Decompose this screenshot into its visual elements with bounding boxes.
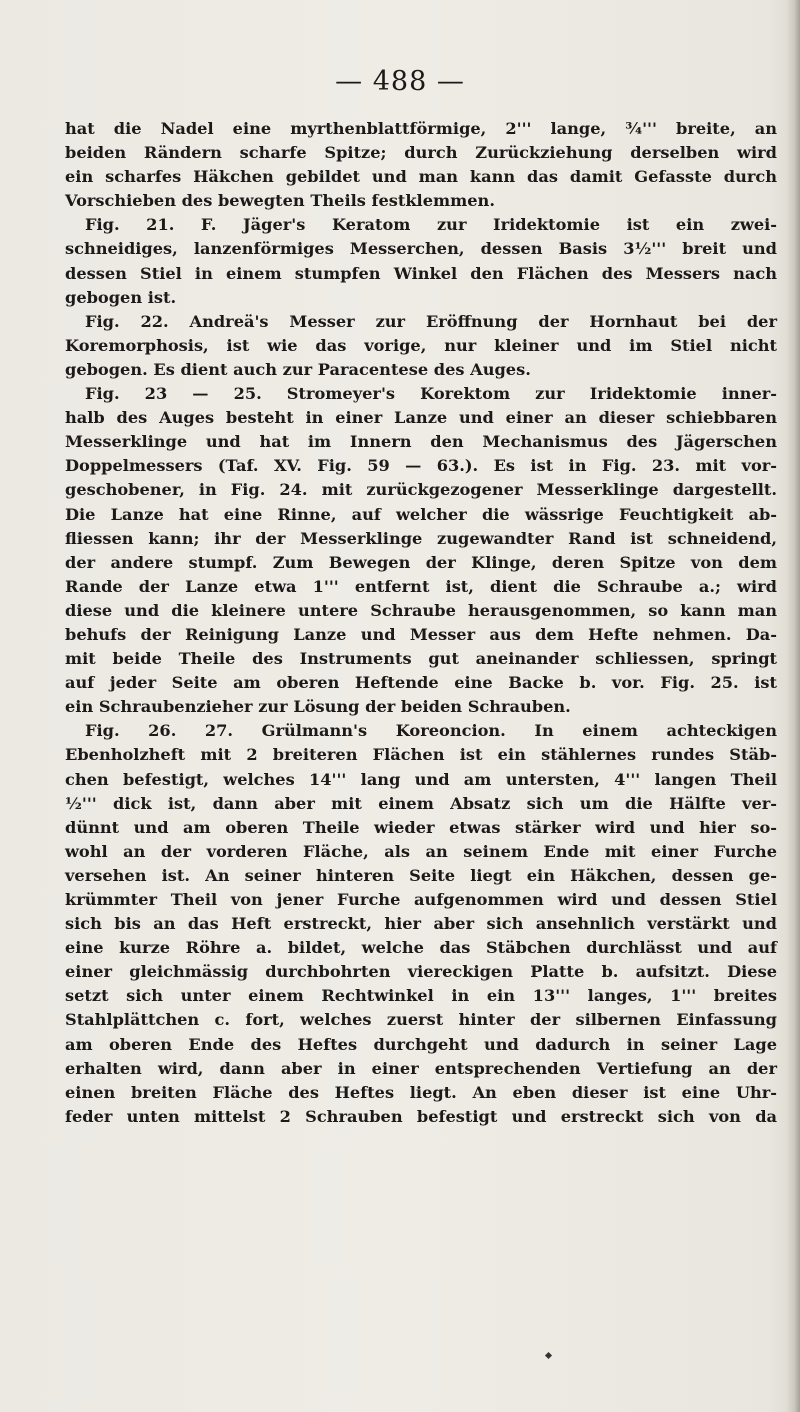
text-line: Fig. 26. 27. Grülmann's Koreoncion. In einem achteckigen bbox=[85, 721, 777, 741]
text-line: halb des Auges besteht in einer Lanze und einer an dieser schiebbaren bbox=[65, 408, 777, 428]
text-line: chen befestigt, welches 14''' lang und am untersten, 4''' langen Theil bbox=[65, 769, 777, 789]
text-line: erhalten wird, dann aber in einer entsprechenden Vertiefung an der bbox=[65, 1058, 777, 1078]
text-line: Fig. 21. F. Jäger's Keratom zur Iridektomie ist ein zwei- bbox=[85, 215, 777, 235]
text-line: Die Lanze hat eine Rinne, auf welcher die wässrige Feuchtigkeit ab- bbox=[65, 504, 777, 524]
text-line: diese und die kleinere untere Schraube herausgenommen, so kann man bbox=[65, 600, 777, 620]
body-text bbox=[65, 117, 777, 1129]
text-line: Messerklinge und hat im Innern den Mechanismus des Jägerschen bbox=[65, 432, 777, 452]
text-line: beiden Rändern scharfe Spitze; durch Zurückziehung derselben wird bbox=[65, 143, 777, 163]
page-number: — 488 — bbox=[335, 66, 465, 97]
text-line: Fig. 22. Andreä's Messer zur Eröffnung der Hornhaut bei der bbox=[85, 311, 777, 331]
text-line: gebogen. Es dient auch zur Paracentese des Auges. bbox=[65, 359, 531, 379]
text-line: der andere stumpf. Zum Bewegen der Klinge, deren Spitze von dem bbox=[65, 552, 777, 572]
text-line: auf jeder Seite am oberen Heftende eine Backe b. vor. Fig. 25. ist bbox=[65, 673, 777, 693]
text-line: Ebenholzheft mit 2 breiteren Flächen ist ein stählernes rundes Stäb- bbox=[65, 745, 777, 765]
page-edge-shadow bbox=[786, 0, 800, 1412]
text-line: mit beide Theile des Instruments gut aneinander schliessen, springt bbox=[65, 649, 777, 669]
text-line: ein scharfes Häkchen gebildet und man kann das damit Gefasste durch bbox=[65, 167, 777, 187]
text-line: Koremorphosis, ist wie das vorige, nur kleiner und im Stiel nicht bbox=[65, 335, 777, 355]
text-line: ein Schraubenzieher zur Lösung der beiden Schrauben. bbox=[65, 697, 571, 717]
text-line: krümmter Theil von jener Furche aufgenommen wird und dessen Stiel bbox=[65, 890, 777, 909]
text-line: Rande der Lanze etwa 1''' entfernt ist, dient die Schraube a.; wird bbox=[65, 576, 777, 596]
text-line: hat die Nadel eine myrthenblattförmige, 2''' lange, ¾''' breite, an bbox=[65, 119, 777, 138]
text-line: eine kurze Röhre a. bildet, welche das Stäbchen durchlässt und auf bbox=[65, 938, 777, 958]
text-line: Fig. 23 — 25. Stromeyer's Korektom zur Iridektomie inner- bbox=[85, 384, 777, 404]
text-line: feder unten mittelst 2 Schrauben befestigt und erstreckt sich von da bbox=[65, 1106, 777, 1126]
text-line: am oberen Ende des Heftes durchgeht und dadurch in seiner Lage bbox=[65, 1034, 777, 1054]
text-line: behufs der Reinigung Lanze und Messer aus dem Hefte nehmen. Da- bbox=[65, 624, 777, 644]
text-line: Stahlplättchen c. fort, welches zuerst hinter der silbernen Einfassung bbox=[65, 1010, 777, 1030]
text-line: dünnt und am oberen Theile wieder etwas stärker wird und hier so- bbox=[65, 817, 777, 837]
text-line: fliessen kann; ihr der Messerklinge zugewandter Rand ist schneidend, bbox=[65, 528, 777, 548]
text-line: sich bis an das Heft erstreckt, hier aber sich ansehnlich verstärkt und bbox=[65, 914, 777, 934]
printer-mark bbox=[545, 1352, 552, 1359]
text-line: schneidiges, lanzenförmiges Messerchen, dessen Basis 3½''' breit und bbox=[65, 239, 777, 259]
text-line: einer gleichmässig durchbohrten viereckigen Platte b. aufsitzt. Diese bbox=[65, 962, 777, 982]
text-line: ½''' dick ist, dann aber mit einem Absatz sich um die Hälfte ver- bbox=[65, 793, 777, 813]
text-line: geschobener, in Fig. 24. mit zurückgezogener Messerklinge dargestellt. bbox=[65, 480, 777, 500]
text-line: setzt sich unter einem Rechtwinkel in ein 13''' langes, 1''' breites bbox=[65, 986, 777, 1006]
text-line: Vorschieben des bewegten Theils festklemmen. bbox=[65, 191, 495, 211]
text-line: versehen ist. An seiner hinteren Seite liegt ein Häkchen, dessen ge- bbox=[65, 865, 777, 885]
text-line: einen breiten Fläche des Heftes liegt. An eben dieser ist eine Uhr- bbox=[65, 1082, 777, 1102]
text-line: dessen Stiel in einem stumpfen Winkel den Flächen des Messers nach bbox=[65, 263, 777, 283]
text-line: Doppelmessers (Taf. XV. Fig. 59 — 63.). Es ist in Fig. 23. mit vor- bbox=[65, 456, 777, 476]
text-line: wohl an der vorderen Fläche, als an seinem Ende mit einer Furche bbox=[65, 841, 777, 861]
text-line: gebogen ist. bbox=[65, 287, 177, 307]
